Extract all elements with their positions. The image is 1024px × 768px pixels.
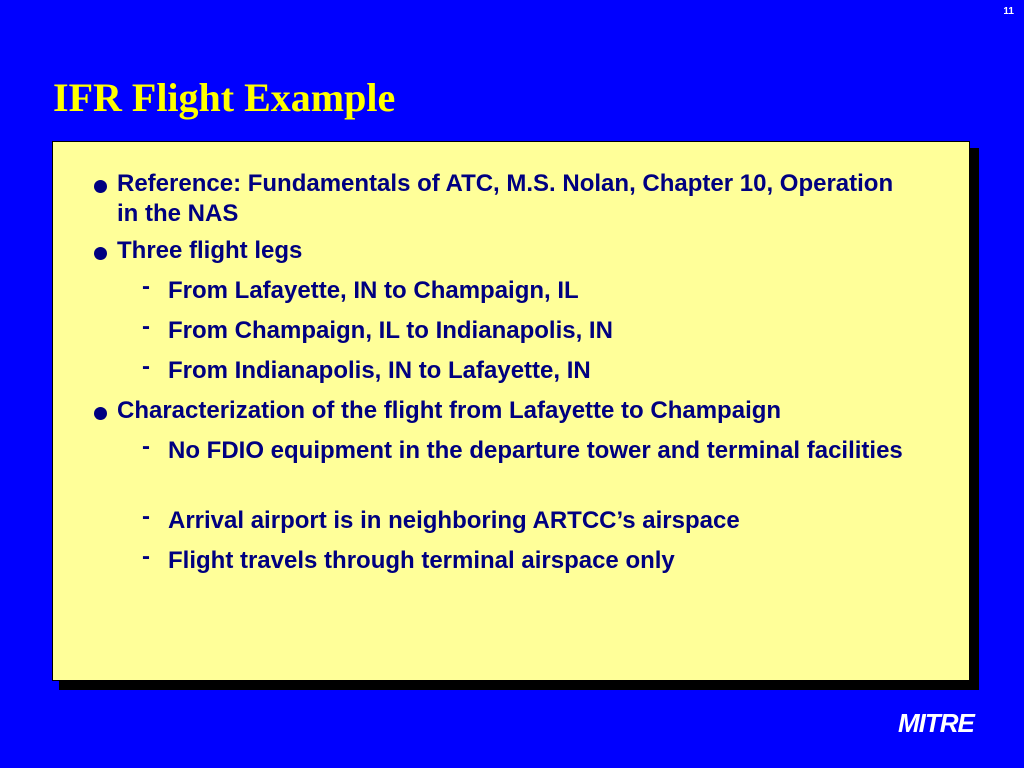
sub-bullet-text: No FDIO equipment in the departure tower and terminal facilities bbox=[168, 437, 903, 464]
sub-bullet-item bbox=[142, 543, 928, 576]
mitre-logo: MITRE bbox=[898, 708, 974, 738]
sub-bullet-item bbox=[142, 313, 928, 346]
bullet-dot-icon bbox=[94, 247, 107, 260]
slide-number: 11 bbox=[1003, 6, 1014, 17]
bullet-item bbox=[117, 169, 917, 229]
content-panel bbox=[52, 141, 970, 681]
bullet-text: Characterization of the flight from Lafayette to Champaign bbox=[117, 397, 782, 424]
dash-icon: - bbox=[142, 503, 150, 530]
bullet-text: Three flight legs bbox=[117, 237, 303, 264]
slide-title: IFR Flight Example bbox=[53, 75, 396, 120]
bullet-dot-icon bbox=[94, 407, 107, 420]
bullet-item bbox=[117, 236, 917, 266]
sub-bullet-item bbox=[142, 503, 928, 536]
sub-bullet-item bbox=[142, 353, 928, 386]
dash-icon: - bbox=[142, 433, 150, 460]
dash-icon: - bbox=[142, 353, 150, 380]
sub-bullet-text: From Indianapolis, IN to Lafayette, IN bbox=[168, 357, 591, 384]
dash-icon: - bbox=[142, 273, 150, 300]
bullet-text: Reference: Fundamentals of ATC, M.S. Nolan, Chapter 10, Operation in the NAS bbox=[117, 170, 894, 227]
bullet-item bbox=[117, 396, 917, 426]
sub-bullet-item bbox=[142, 273, 928, 306]
sub-bullet-text: From Champaign, IL to Indianapolis, IN bbox=[168, 317, 613, 344]
dash-icon: - bbox=[142, 543, 150, 570]
sub-bullet-item bbox=[142, 433, 928, 466]
sub-bullet-text: Arrival airport is in neighboring ARTCC’s airspace bbox=[168, 507, 740, 534]
sub-bullet-text: From Lafayette, IN to Champaign, IL bbox=[168, 277, 579, 304]
bullet-dot-icon bbox=[94, 180, 107, 193]
dash-icon: - bbox=[142, 313, 150, 340]
sub-bullet-text: Flight travels through terminal airspace only bbox=[168, 547, 675, 574]
